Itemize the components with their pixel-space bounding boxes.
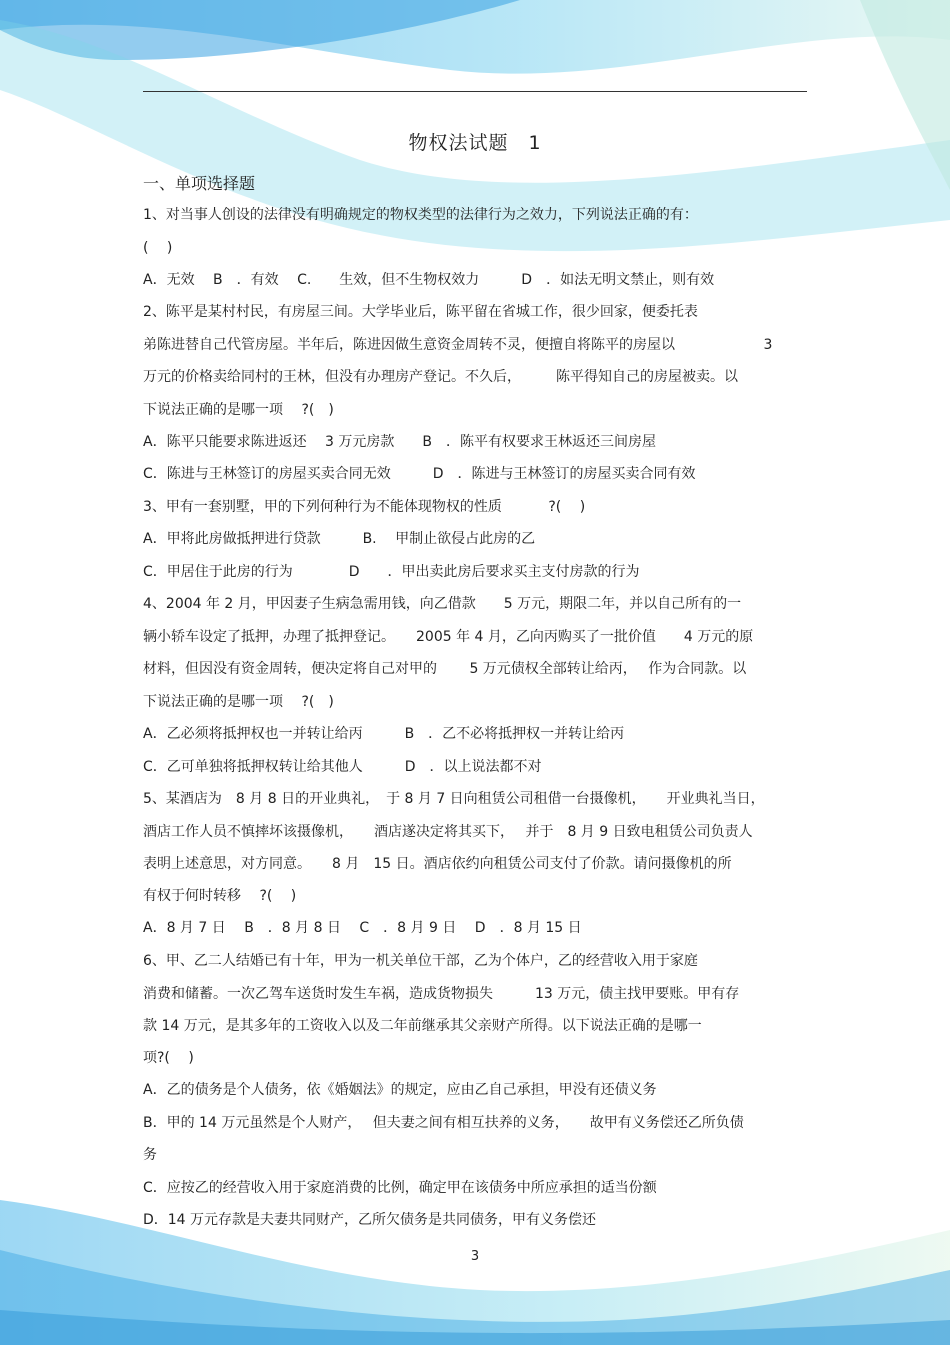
text-line: 弟陈进替自己代管房屋。半年后，陈进因做生意资金周转不灵，便擅自将陈平的房屋以 3 [143, 337, 773, 353]
text-line: A．乙的债务是个人债务，依《婚姻法》的规定，应由乙自己承担，甲没有还债义务 [143, 1082, 657, 1098]
text-line: A．乙必须将抵押权也一并转让给丙 B ．乙不必将抵押权一并转让给丙 [143, 726, 625, 742]
text-line: C．陈进与王林签订的房屋买卖合同无效 D ．陈进与王林签订的房屋买卖合同有效 [143, 466, 696, 482]
text-line: A．8 月 7 日 B ．8 月 8 日 C ．8 月 9 日 D ．8 月 15 日 [143, 920, 582, 936]
text-line: 5、某酒店为 8 月 8 日的开业典礼， 于 8 月 7 日向租赁公司租借一台摄像机， 开业典礼当日， [143, 791, 765, 807]
header-rule [143, 91, 807, 92]
text-line: 4、2004 年 2 月，甲因妻子生病急需用钱，向乙借款 5 万元，期限二年，并以自己所有的一 [143, 596, 742, 612]
text-line: 款 14 万元，是其多年的工资收入以及二年前继承其父亲财产所得。以下说法正确的是哪一 [143, 1018, 702, 1034]
text-line: 万元的价格卖给同村的王林，但没有办理房产登记。不久后， 陈平得知自己的房屋被卖。以 [143, 369, 738, 385]
text-line: C．乙可单独将抵押权转让给其他人 D ．以上说法都不对 [143, 759, 542, 775]
text-line: 1、对当事人创设的法律没有明确规定的物权类型的法律行为之效力，下列说法正确的有： [143, 207, 698, 223]
text-line: A．无效 B ．有效 C. 生效，但不生物权效力 D ．如法无明文禁止，则有效 [143, 272, 715, 288]
text-line: A．陈平只能要求陈进返还 3 万元房款 B ．陈平有权要求王林返还三间房屋 [143, 434, 656, 450]
text-line: 消费和储蓄。一次乙驾车送货时发生车祸，造成货物损失 13 万元，债主找甲要账。甲有存 [143, 986, 740, 1002]
text-line: 有权于何时转移 ?( ) [143, 888, 297, 904]
text-line: B．甲的 14 万元虽然是个人财产， 但夫妻之间有相互扶养的义务， 故甲有义务偿还乙所负债 [143, 1115, 744, 1131]
text-line: A．甲将此房做抵押进行贷款 B. 甲制止欲侵占此房的乙 [143, 531, 536, 547]
text-line: C．应按乙的经营收入用于家庭消费的比例，确定甲在该债务中所应承担的适当份额 [143, 1180, 657, 1196]
text-line: 务 [143, 1147, 157, 1163]
text-line: 项?( ) [143, 1050, 194, 1066]
text-line: 表明上述意思，对方同意。 8 月 15 日。酒店依约向租赁公司支付了价款。请问摄像机的所 [143, 856, 732, 872]
text-line: 3、甲有一套别墅，甲的下列何种行为不能体现物权的性质 ?( ) [143, 499, 586, 515]
text-line: C．甲居住于此房的行为 D ．甲出卖此房后要求买主支付房款的行为 [143, 564, 640, 580]
text-line: 6、甲、乙二人结婚已有十年，甲为一机关单位干部，乙为个体户，乙的经营收入用于家庭 [143, 953, 698, 969]
text-line: 材料，但因没有资金周转，便决定将自己对甲的 5 万元债权全部转让给丙， 作为合同款。以 [143, 661, 747, 677]
text-line: 2、陈平是某村村民，有房屋三间。大学毕业后，陈平留在省城工作，很少回家，便委托表 [143, 304, 698, 320]
text-line: 下说法正确的是哪一项 ?( ) [143, 694, 334, 710]
section-heading: 一、单项选择题 [143, 174, 256, 193]
text-line: D．14 万元存款是夫妻共同财产，乙所欠债务是共同债务，甲有义务偿还 [143, 1212, 597, 1228]
text-line: 下说法正确的是哪一项 ?( ) [143, 402, 334, 418]
text-line: ( ) [143, 240, 173, 256]
page-title: 物权法试题 1 [408, 132, 542, 154]
text-line: 酒店工作人员不慎摔坏该摄像机， 酒店遂决定将其买下， 并于 8 月 9 日致电租赁公司负责人 [143, 824, 753, 840]
page-number: 3 [470, 1249, 480, 1264]
text-line: 辆小轿车设定了抵押，办理了抵押登记。 2005 年 4 月，乙向丙购买了一批价值 4 万元的原 [143, 629, 754, 645]
